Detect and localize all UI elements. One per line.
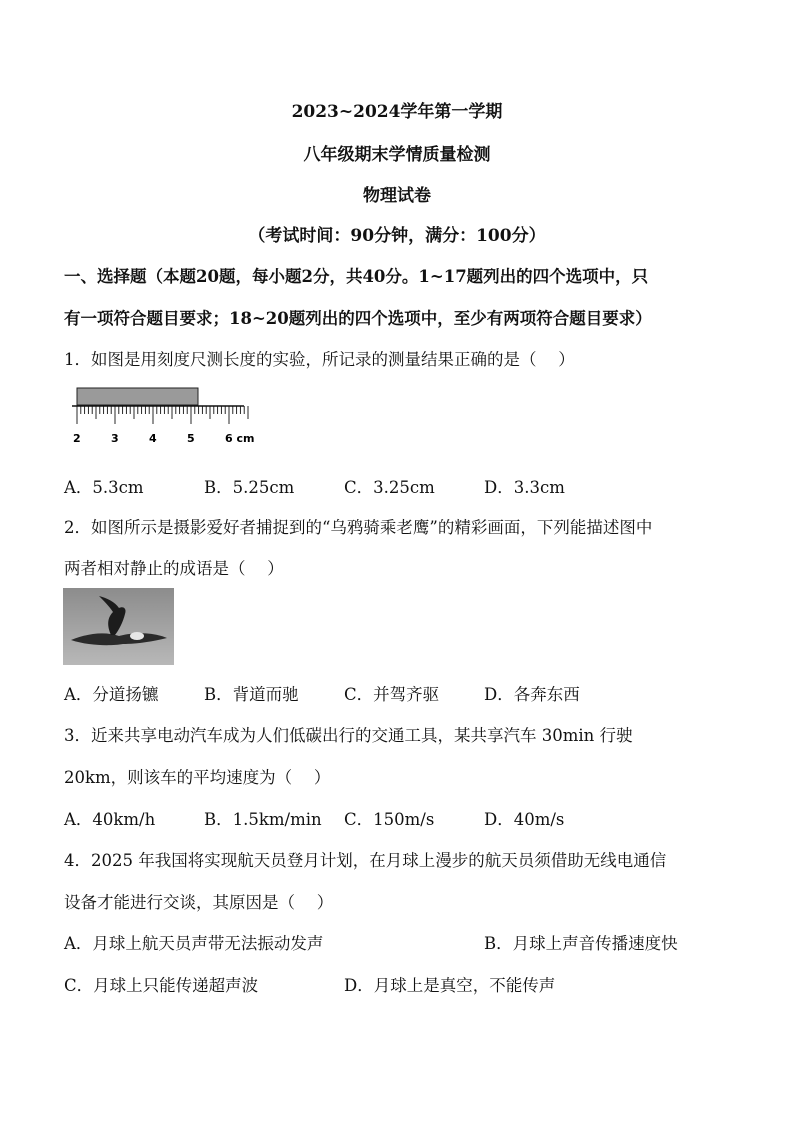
q4-stem-line-2: 设备才能进行交谈，其原因是（ ） [64, 893, 334, 912]
ruler-figure [66, 386, 256, 448]
q1-option-d: D．3.3cm [484, 478, 565, 497]
q4-option-c: C．月球上只能传递超声波 [64, 976, 259, 995]
measured-block [77, 388, 198, 405]
q2-option-a: A．分道扬镳 [64, 685, 159, 704]
q4-option-d: D．月球上是真空，不能传声 [344, 976, 556, 995]
q1-option-b: B．5.25cm [204, 478, 295, 497]
q2-option-d: D．各奔东西 [484, 685, 580, 704]
exam-info: （考试时间：90分钟，满分：100分） [248, 226, 546, 246]
crow-eagle-photo [63, 588, 174, 665]
q3-option-a: A．40km/h [64, 810, 156, 829]
q3-stem-line-1: 3．近来共享电动汽车成为人们低碳出行的交通工具，某共享汽车 30min 行驶 [64, 726, 633, 745]
exam-title: 八年级期末学情质量检测 [303, 145, 491, 165]
q4-stem-line-1: 4．2025 年我国将实现航天员登月计划，在月球上漫步的航天员须借助无线电通信 [64, 851, 667, 870]
q3-option-d: D．40m/s [484, 810, 565, 829]
exam-term: 2023~2024学年第一学期 [291, 102, 503, 122]
section-heading-line-1: 一、选择题（本题20题，每小题2分，共40分。1~17题列出的四个选项中，只 [64, 267, 649, 286]
section-heading-line-2: 有一项符合题目要求；18~20题列出的四个选项中，至少有两项符合题目要求） [64, 309, 652, 328]
q2-stem-line-1: 2．如图所示是摄影爱好者捕捉到的“乌鸦骑乘老鹰”的精彩画面，下列能描述图中 [64, 518, 653, 537]
q2-option-b: B．背道而驰 [204, 685, 299, 704]
eagle-head [130, 632, 144, 640]
ruler-label-3: 3 [111, 432, 119, 445]
subject-title: 物理试卷 [363, 186, 431, 206]
ruler-label-2: 2 [73, 432, 81, 445]
ruler-label-4: 4 [149, 432, 157, 445]
q4-option-b: B．月球上声音传播速度快 [484, 934, 678, 953]
q1-option-c: C．3.25cm [344, 478, 435, 497]
q2-stem-line-2: 两者相对静止的成语是（ ） [64, 559, 284, 578]
ruler-label-6cm: 6 cm [225, 432, 255, 445]
q2-option-c: C．并驾齐驱 [344, 685, 440, 704]
q1-option-a: A．5.3cm [64, 478, 144, 497]
ruler-ticks [77, 406, 248, 424]
q3-option-c: C．150m/s [344, 810, 435, 829]
q1-stem: 1．如图是用刻度尺测长度的实验，所记录的测量结果正确的是（ ） [64, 350, 575, 369]
q4-option-a: A．月球上航天员声带无法振动发声 [64, 934, 324, 953]
q3-stem-line-2: 20km，则该车的平均速度为（ ） [64, 768, 331, 787]
q3-option-b: B．1.5km/min [204, 810, 322, 829]
ruler-label-5: 5 [187, 432, 195, 445]
